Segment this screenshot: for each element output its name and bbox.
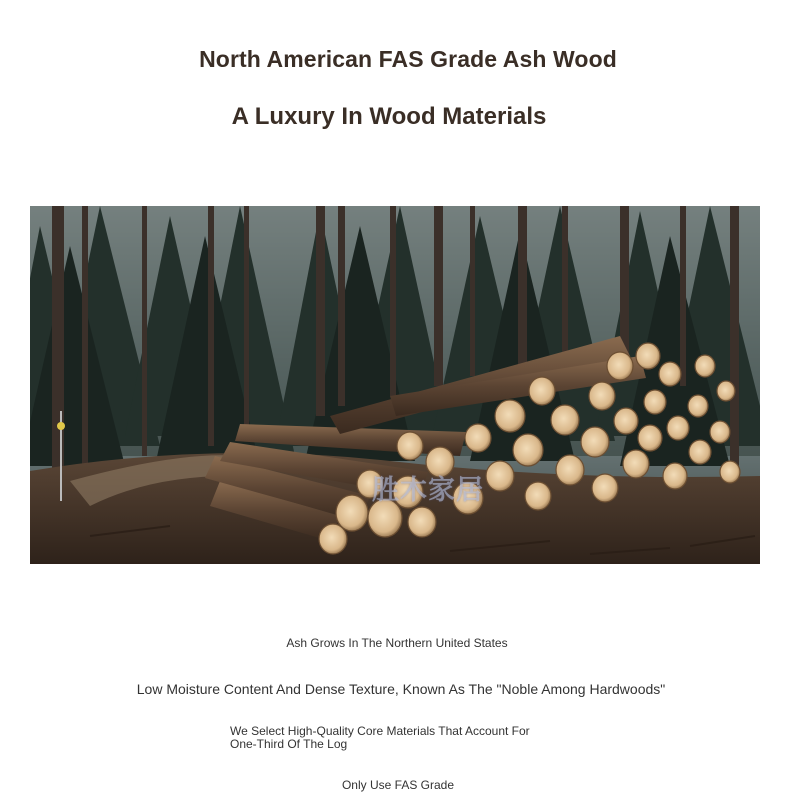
forest-log-pile-photo xyxy=(30,206,760,564)
photo-watermark: 胜木家居 xyxy=(372,475,484,506)
info-line-properties: Low Moisture Content And Dense Texture, Known As The "Noble Among Hardwoods" xyxy=(136,681,666,697)
page-title: North American FAS Grade Ash Wood xyxy=(199,46,617,72)
info-line-selection: We Select High-Quality Core Materials That Account For One-Third Of The Log xyxy=(230,724,530,751)
forest-log-pile-illustration xyxy=(30,206,760,564)
info-line-origin: Ash Grows In The Northern United States xyxy=(286,636,508,650)
page-subtitle: A Luxury In Wood Materials xyxy=(231,103,547,130)
info-line-grade: Only Use FAS Grade xyxy=(341,778,455,792)
